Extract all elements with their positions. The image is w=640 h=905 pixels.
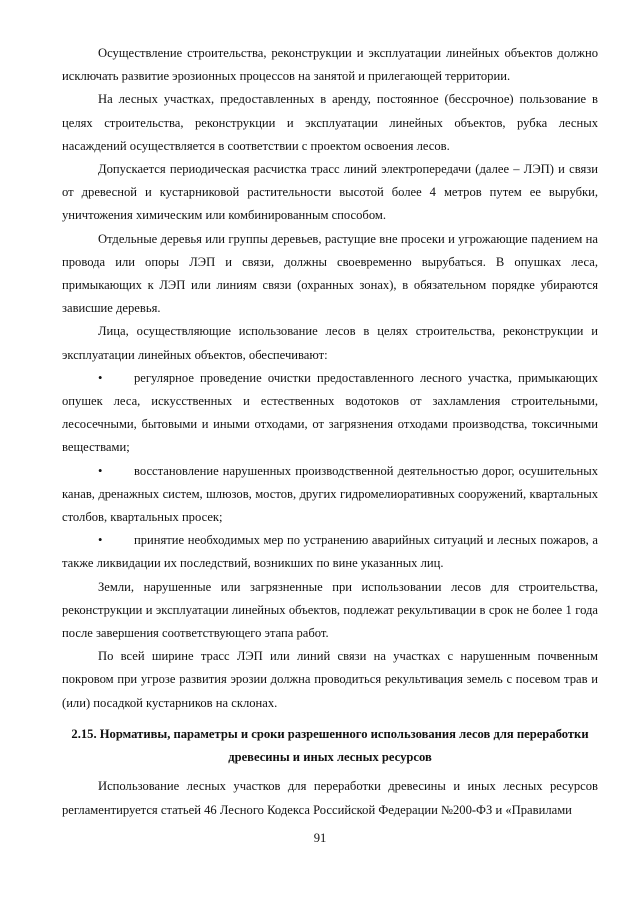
bullet-icon: • bbox=[98, 463, 103, 478]
bullet-item-cleaning bbox=[62, 367, 598, 460]
document-page bbox=[62, 42, 598, 822]
bullet-text: принятие необходимых мер по устранению аварийных ситуаций и лесных пожаров, а также ликвидации их последствий, возникших по вине указанных лиц. bbox=[62, 533, 598, 571]
bullet-icon: • bbox=[98, 370, 103, 385]
section-heading-line-2: древесины и иных лесных ресурсов bbox=[228, 750, 432, 765]
bullet-text: регулярное проведение очистки предоставленного лесного участка, примыкающих опушек леса, искусственных и естественных водотоков от захламления строительными, лесосечными, бытовыми и иными отходами, от загрязнения отходами производства, токсичными веществами; bbox=[62, 370, 598, 455]
paragraph-clearing-routes: Допускается периодическая расчистка трасс линий электропередачи (далее – ЛЭП) и связи от древесной и кустарниковой растительности высотой более 4 метров путем ее вырубки, уничтожения химическим или комбинированным способом. bbox=[62, 162, 598, 223]
paragraph-erosion-recultivation: По всей ширине трасс ЛЭП или линий связи на участках с нарушенным почвенным покровом при угрозе развития эрозии должна проводиться рекультивация земель с посевом трав и (или) посадкой кустарников на склонах. bbox=[62, 649, 598, 710]
paragraph-dangerous-trees: Отдельные деревья или группы деревьев, растущие вне просеки и угрожающие падением на провода или опоры ЛЭП и связи, должны своевременно вырубаться. В опушках леса, примыкающих к ЛЭП или линиям связи (охранных зонах), в обязательном порядке убираются зависшие деревья. bbox=[62, 231, 598, 316]
bullet-icon: • bbox=[98, 533, 103, 548]
page-number: 91 bbox=[313, 831, 327, 845]
bullet-item-restoration bbox=[62, 460, 598, 530]
section-heading-line-1: 2.15. Нормативы, параметры и сроки разрешенного использования лесов для переработки bbox=[71, 726, 589, 741]
bullet-item-emergency bbox=[62, 529, 598, 575]
paragraph-processing-wood: Использование лесных участков для переработки древесины и иных лесных ресурсов регламентируется статьей 46 Лесного Кодекса Российской Федерации №200-ФЗ и «Правилами bbox=[62, 779, 598, 817]
paragraph-lease-felling: На лесных участках, предоставленных в аренду, постоянное (бессрочное) пользование в целях строительства, реконструкции и эксплуатации линейных объектов, рубка лесных насаждений осуществляется в соответствии с проектом освоения лесов. bbox=[62, 92, 598, 153]
paragraph-erosion: Осуществление строительства, реконструкции и эксплуатации линейных объектов должно исключать развитие эрозионных процессов на занятой и прилегающей территории. bbox=[62, 46, 598, 84]
paragraph-recultivation: Земли, нарушенные или загрязненные при использовании лесов для строительства, реконструкции и эксплуатации линейных объектов, подлежат рекультивации в срок не более 1 года после завершения соответствующего этапа работ. bbox=[62, 579, 598, 641]
section-heading bbox=[62, 723, 598, 769]
paragraph-obligations-intro: Лица, осуществляющие использование лесов в целях строительства, реконструкции и эксплуатации линейных объектов, обеспечивают: bbox=[62, 324, 598, 362]
bullet-text: восстановление нарушенных производственной деятельностью дорог, осушительных канав, дренажных систем, шлюзов, мостов, других гидромелиоративных сооружений, квартальных столбов, квартальных просек; bbox=[62, 463, 598, 525]
